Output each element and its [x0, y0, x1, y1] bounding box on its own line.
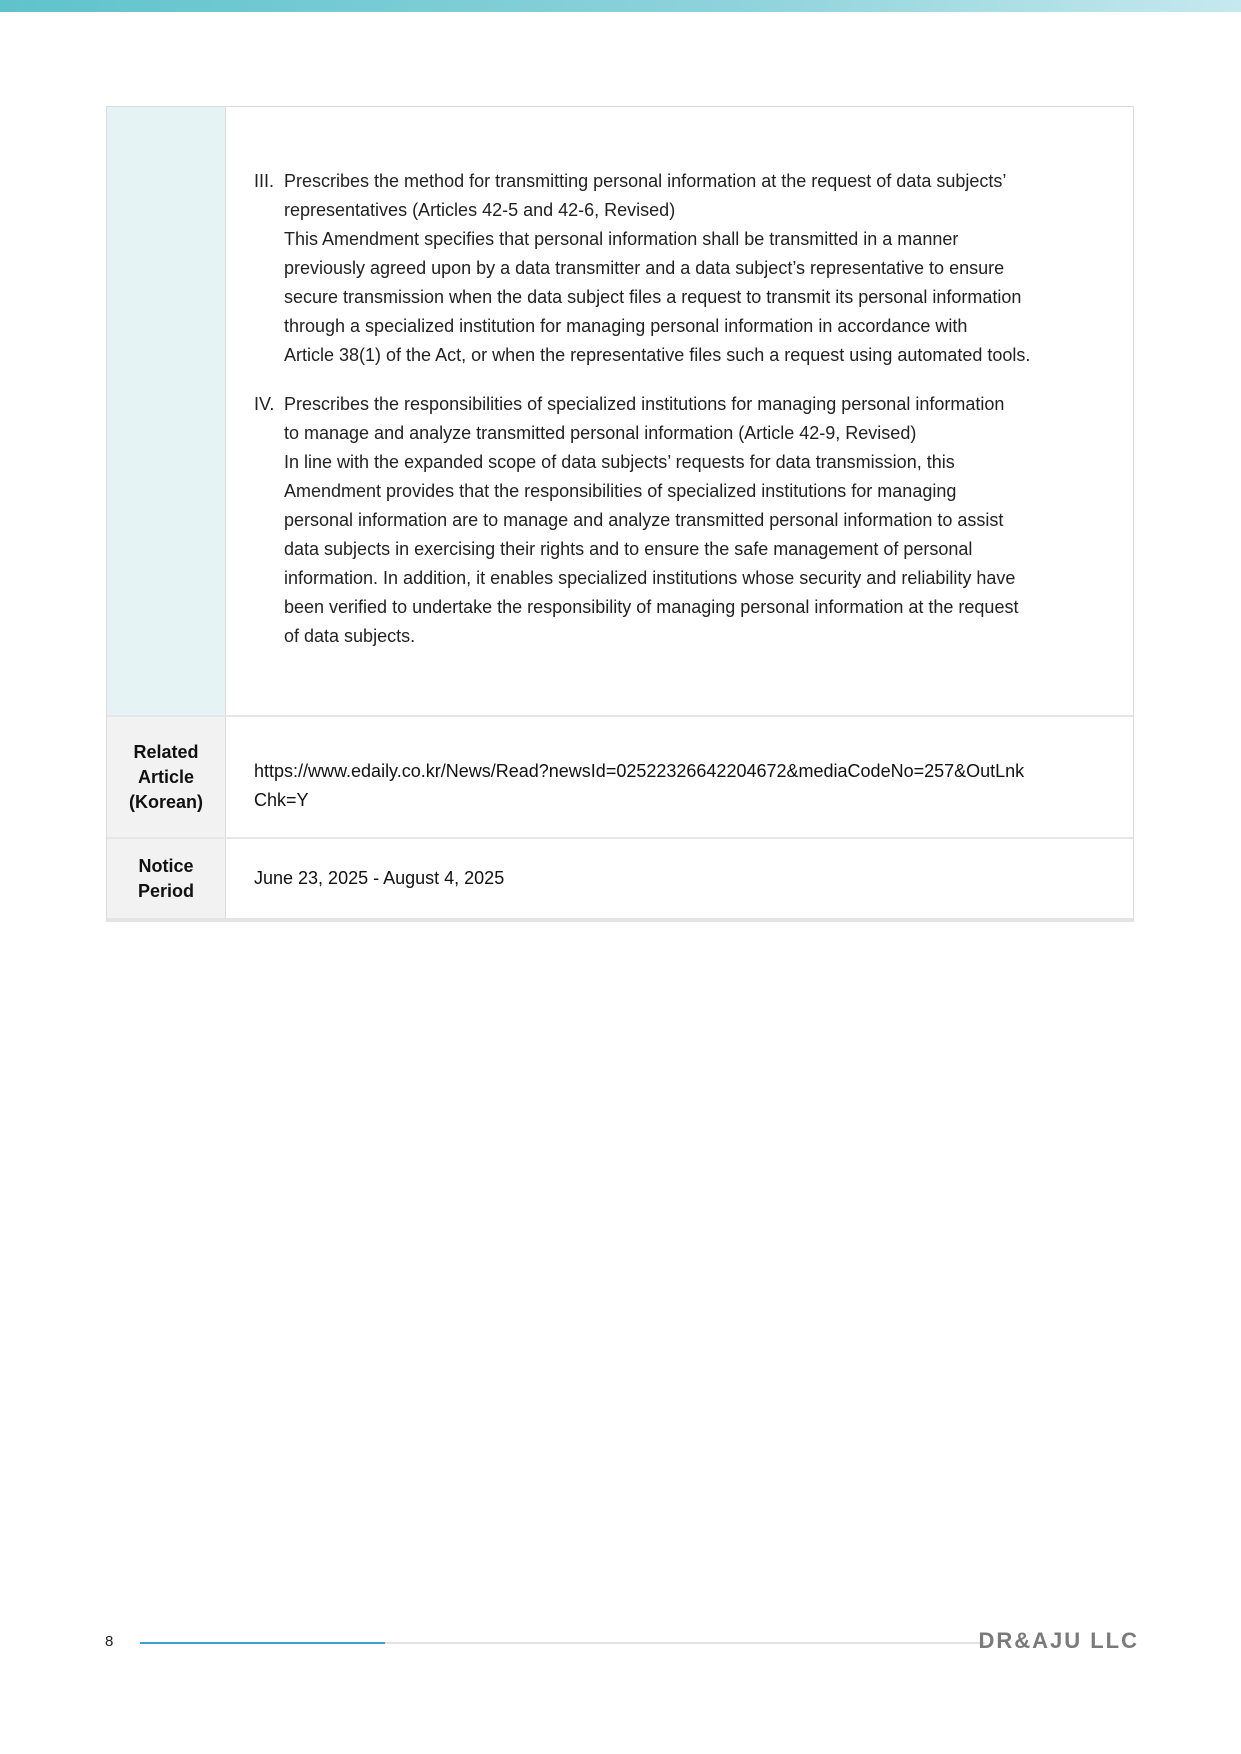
footer-progress-fill	[140, 1642, 385, 1644]
label-line: Article	[137, 766, 194, 787]
link-line[interactable]: Chk=Y	[254, 790, 309, 810]
top-accent-bar	[0, 0, 1241, 12]
list-item-iv	[254, 390, 1109, 651]
label-line: Related	[133, 741, 199, 762]
item-heading-line: Prescribes the responsibilities of specialized institutions for managing personal information	[284, 394, 1005, 414]
item-text-line: personal information are to manage and analyze transmitted personal information to assist	[284, 510, 1004, 530]
item-heading-line: representatives (Articles 42-5 and 42-6, Revised)	[284, 200, 676, 220]
notice-period-value: June 23, 2025 - August 4, 2025	[254, 868, 505, 888]
label-line: Notice	[138, 855, 194, 876]
table-row-notice-period	[107, 839, 1133, 918]
item-text-line: been verified to undertake the responsibility of managing personal information at the request	[284, 597, 1019, 617]
page-number: 8	[105, 1633, 114, 1650]
label-line: Period	[137, 880, 194, 901]
label-line: (Korean)	[128, 791, 203, 812]
list-numeral: IV.	[254, 394, 275, 414]
item-text-line: Amendment provides that the responsibilities of specialized institutions for managing	[284, 481, 957, 501]
amendment-table	[106, 106, 1134, 922]
item-text-line: This Amendment specifies that personal information shall be transmitted in a manner	[284, 229, 959, 249]
item-text-line: data subjects in exercising their rights and to ensure the safe management of personal	[284, 539, 973, 559]
link-line[interactable]: https://www.edaily.co.kr/News/Read?newsId=02522326642204672&mediaCodeNo=257&OutLnk	[254, 761, 1025, 781]
list-item-body	[284, 167, 1109, 370]
item-text-line: information. In addition, it enables specialized institutions whose security and reliability have	[284, 568, 1016, 588]
item-text-line: through a specialized institution for managing personal information in accordance with	[284, 316, 968, 336]
footer-progress-track	[140, 1642, 985, 1644]
item-text-line: previously agreed upon by a data transmitter and a data subject’s representative to ensure	[284, 258, 1005, 278]
item-text-line: In line with the expanded scope of data subjects’ requests for data transmission, this	[284, 452, 955, 472]
related-article-label	[107, 717, 226, 837]
list-item-iii	[254, 167, 1109, 370]
item-text-line: of data subjects.	[284, 626, 416, 646]
item-text-line: secure transmission when the data subject files a request to transmit its personal information	[284, 287, 1022, 307]
notice-period-label	[107, 839, 226, 918]
related-article-link[interactable]	[226, 717, 1133, 837]
list-numeral: III.	[254, 171, 275, 191]
table-row-related-article	[107, 717, 1133, 839]
item-heading-line: Prescribes the method for transmitting personal information at the request of data subjects’	[284, 171, 1007, 191]
amendment-details-cell	[226, 107, 1133, 715]
list-item-body	[284, 390, 1109, 651]
item-heading-line: to manage and analyze transmitted personal information (Article 42-9, Revised)	[284, 423, 917, 443]
item-text-line: Article 38(1) of the Act, or when the representative files such a request using automated tools.	[284, 345, 1031, 365]
table-row-amendment-details	[107, 107, 1133, 717]
brand-logo-text: DR&AJU LLC	[978, 1628, 1139, 1653]
row-label-empty	[107, 107, 226, 715]
